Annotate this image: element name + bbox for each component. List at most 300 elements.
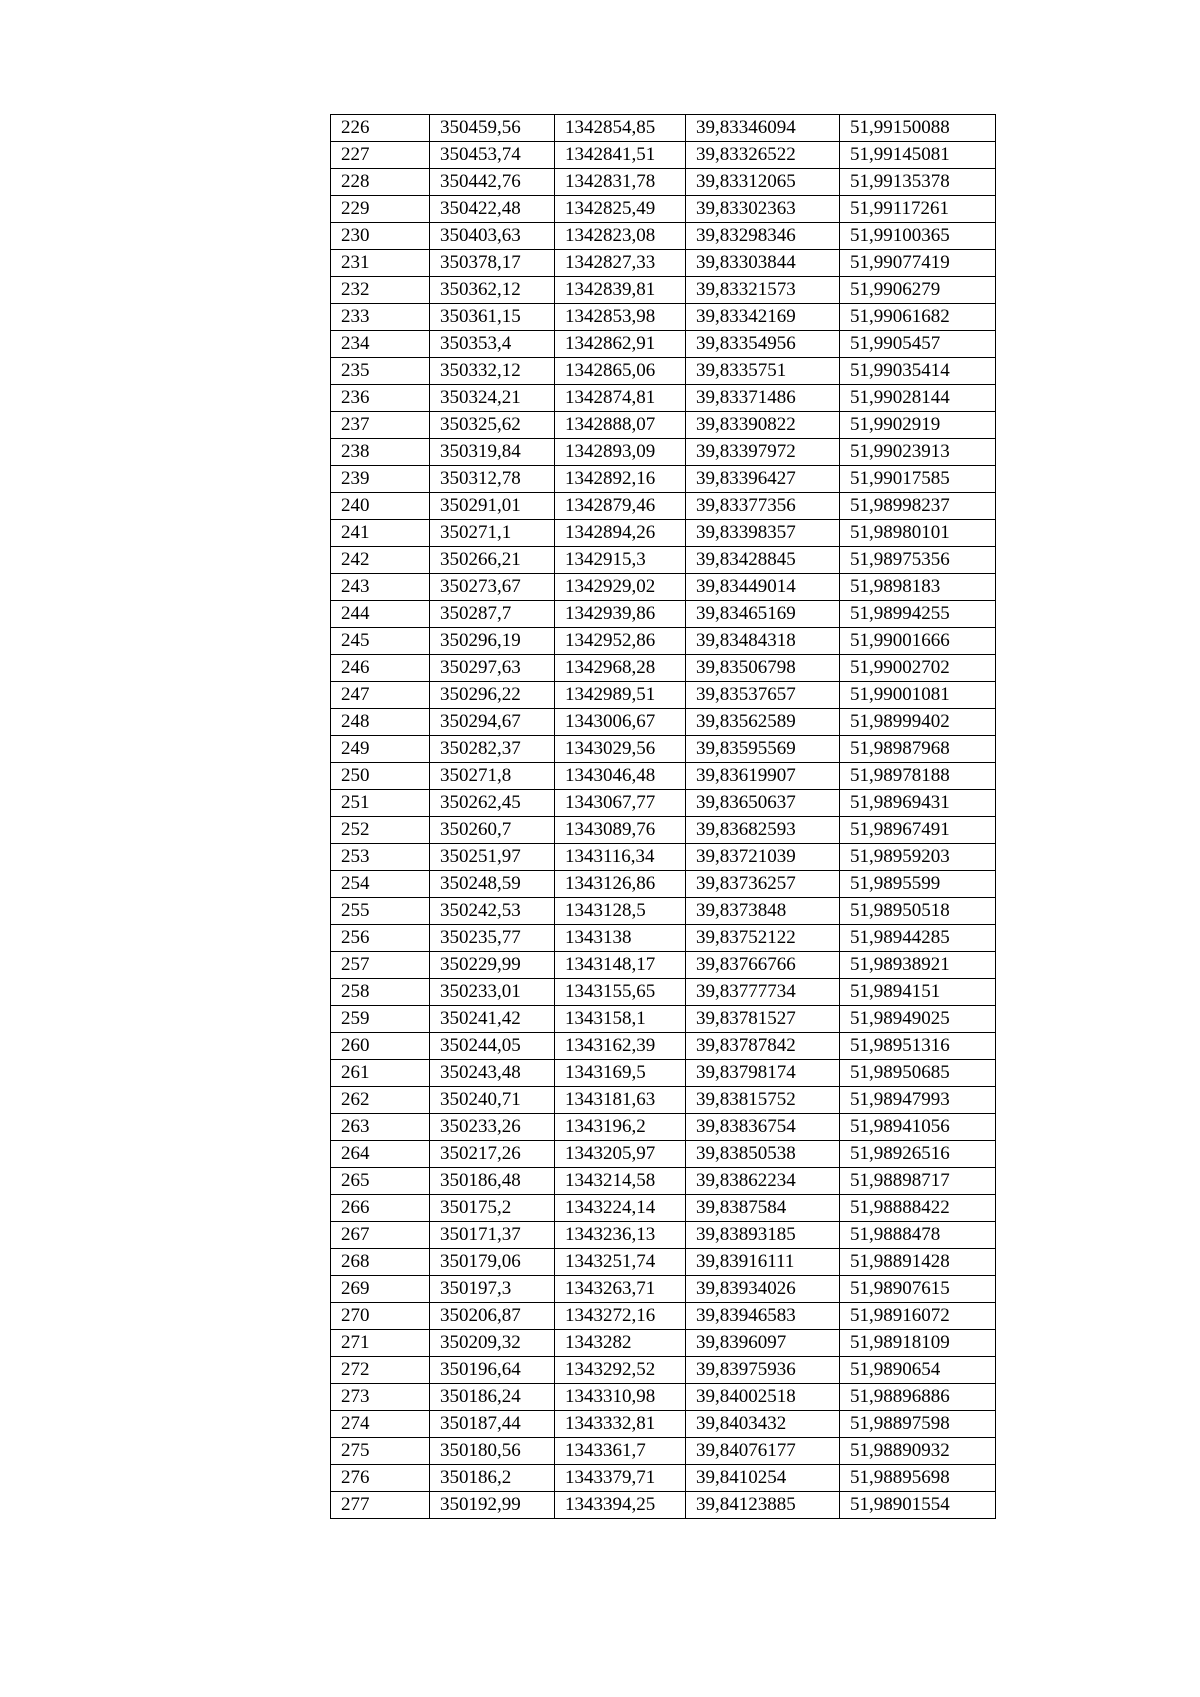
cell-longitude: 51,9888478 (840, 1222, 996, 1249)
cell-coord-y: 1342841,51 (555, 142, 686, 169)
table-row (331, 1168, 996, 1195)
cell-point-number: 244 (331, 601, 430, 628)
cell-point-number: 243 (331, 574, 430, 601)
cell-coord-y: 1342827,33 (555, 250, 686, 277)
cell-point-number: 262 (331, 1087, 430, 1114)
cell-coord-x: 350260,7 (430, 817, 555, 844)
cell-longitude: 51,9902919 (840, 412, 996, 439)
cell-coord-x: 350453,74 (430, 142, 555, 169)
cell-coord-x: 350312,78 (430, 466, 555, 493)
cell-point-number: 227 (331, 142, 430, 169)
cell-coord-y: 1343224,14 (555, 1195, 686, 1222)
cell-coord-y: 1342968,28 (555, 655, 686, 682)
cell-coord-x: 350180,56 (430, 1438, 555, 1465)
cell-coord-x: 350240,71 (430, 1087, 555, 1114)
cell-coord-x: 350362,12 (430, 277, 555, 304)
table-row (331, 1276, 996, 1303)
cell-coord-y: 1343196,2 (555, 1114, 686, 1141)
cell-latitude: 39,83371486 (686, 385, 840, 412)
cell-point-number: 246 (331, 655, 430, 682)
cell-coord-x: 350319,84 (430, 439, 555, 466)
table-row (331, 1222, 996, 1249)
cell-coord-y: 1343029,56 (555, 736, 686, 763)
cell-point-number: 277 (331, 1492, 430, 1519)
cell-point-number: 237 (331, 412, 430, 439)
cell-longitude: 51,98898717 (840, 1168, 996, 1195)
cell-latitude: 39,83787842 (686, 1033, 840, 1060)
cell-point-number: 251 (331, 790, 430, 817)
cell-longitude: 51,98944285 (840, 925, 996, 952)
cell-coord-y: 1343155,65 (555, 979, 686, 1006)
table-row (331, 493, 996, 520)
cell-coord-y: 1342894,26 (555, 520, 686, 547)
cell-point-number: 269 (331, 1276, 430, 1303)
cell-longitude: 51,99017585 (840, 466, 996, 493)
cell-latitude: 39,83862234 (686, 1168, 840, 1195)
cell-point-number: 257 (331, 952, 430, 979)
table-row (331, 331, 996, 358)
cell-coord-y: 1343263,71 (555, 1276, 686, 1303)
cell-coord-x: 350287,7 (430, 601, 555, 628)
cell-latitude: 39,83302363 (686, 196, 840, 223)
cell-coord-x: 350271,1 (430, 520, 555, 547)
cell-coord-x: 350325,62 (430, 412, 555, 439)
cell-coord-y: 1342825,49 (555, 196, 686, 223)
cell-point-number: 249 (331, 736, 430, 763)
table-row (331, 736, 996, 763)
cell-coord-y: 1343126,86 (555, 871, 686, 898)
table-row (331, 304, 996, 331)
cell-coord-y: 1343067,77 (555, 790, 686, 817)
cell-coord-y: 1342853,98 (555, 304, 686, 331)
cell-coord-y: 1342879,46 (555, 493, 686, 520)
cell-longitude: 51,98959203 (840, 844, 996, 871)
cell-coord-x: 350271,8 (430, 763, 555, 790)
cell-latitude: 39,84076177 (686, 1438, 840, 1465)
cell-coord-x: 350266,21 (430, 547, 555, 574)
cell-longitude: 51,99077419 (840, 250, 996, 277)
cell-point-number: 261 (331, 1060, 430, 1087)
cell-latitude: 39,83428845 (686, 547, 840, 574)
cell-coord-y: 1343251,74 (555, 1249, 686, 1276)
table-row (331, 385, 996, 412)
cell-coord-x: 350243,48 (430, 1060, 555, 1087)
table-row (331, 1330, 996, 1357)
cell-longitude: 51,99117261 (840, 196, 996, 223)
cell-longitude: 51,98890932 (840, 1438, 996, 1465)
table-row (331, 1357, 996, 1384)
table-row (331, 250, 996, 277)
cell-longitude: 51,99001666 (840, 628, 996, 655)
cell-longitude: 51,99061682 (840, 304, 996, 331)
cell-longitude: 51,99002702 (840, 655, 996, 682)
cell-coord-y: 1343006,67 (555, 709, 686, 736)
cell-point-number: 250 (331, 763, 430, 790)
table-row (331, 1411, 996, 1438)
cell-point-number: 252 (331, 817, 430, 844)
cell-latitude: 39,8387584 (686, 1195, 840, 1222)
cell-coord-y: 1343272,16 (555, 1303, 686, 1330)
cell-point-number: 245 (331, 628, 430, 655)
cell-coord-y: 1342893,09 (555, 439, 686, 466)
cell-longitude: 51,98967491 (840, 817, 996, 844)
cell-coord-y: 1343292,52 (555, 1357, 686, 1384)
cell-coord-y: 1342888,07 (555, 412, 686, 439)
cell-point-number: 274 (331, 1411, 430, 1438)
table-row (331, 1033, 996, 1060)
table-row (331, 142, 996, 169)
cell-latitude: 39,83298346 (686, 223, 840, 250)
cell-coord-y: 1342831,78 (555, 169, 686, 196)
cell-latitude: 39,83781527 (686, 1006, 840, 1033)
cell-point-number: 248 (331, 709, 430, 736)
cell-point-number: 267 (331, 1222, 430, 1249)
cell-longitude: 51,9906279 (840, 277, 996, 304)
cell-point-number: 260 (331, 1033, 430, 1060)
cell-longitude: 51,99100365 (840, 223, 996, 250)
cell-point-number: 239 (331, 466, 430, 493)
cell-coord-x: 350422,48 (430, 196, 555, 223)
cell-latitude: 39,83682593 (686, 817, 840, 844)
table-row (331, 223, 996, 250)
cell-point-number: 226 (331, 115, 430, 142)
cell-point-number: 235 (331, 358, 430, 385)
table-row (331, 1492, 996, 1519)
cell-latitude: 39,83736257 (686, 871, 840, 898)
cell-longitude: 51,98969431 (840, 790, 996, 817)
cell-point-number: 265 (331, 1168, 430, 1195)
cell-longitude: 51,98926516 (840, 1141, 996, 1168)
table-row (331, 601, 996, 628)
cell-latitude: 39,83562589 (686, 709, 840, 736)
cell-coord-x: 350192,99 (430, 1492, 555, 1519)
cell-latitude: 39,8335751 (686, 358, 840, 385)
cell-point-number: 266 (331, 1195, 430, 1222)
cell-coord-x: 350361,15 (430, 304, 555, 331)
cell-latitude: 39,83798174 (686, 1060, 840, 1087)
table-row (331, 1465, 996, 1492)
cell-coord-y: 1343128,5 (555, 898, 686, 925)
cell-longitude: 51,9898183 (840, 574, 996, 601)
table-row (331, 979, 996, 1006)
cell-latitude: 39,83619907 (686, 763, 840, 790)
cell-latitude: 39,83342169 (686, 304, 840, 331)
cell-coord-x: 350282,37 (430, 736, 555, 763)
cell-longitude: 51,98938921 (840, 952, 996, 979)
cell-coord-y: 1343158,1 (555, 1006, 686, 1033)
cell-coord-x: 350187,44 (430, 1411, 555, 1438)
cell-latitude: 39,83766766 (686, 952, 840, 979)
cell-coord-y: 1342939,86 (555, 601, 686, 628)
cell-longitude: 51,99028144 (840, 385, 996, 412)
cell-longitude: 51,98987968 (840, 736, 996, 763)
table-row (331, 763, 996, 790)
cell-latitude: 39,83354956 (686, 331, 840, 358)
table-row (331, 169, 996, 196)
cell-longitude: 51,98980101 (840, 520, 996, 547)
cell-latitude: 39,83893185 (686, 1222, 840, 1249)
cell-longitude: 51,99150088 (840, 115, 996, 142)
cell-coord-x: 350186,2 (430, 1465, 555, 1492)
table-row (331, 520, 996, 547)
cell-point-number: 240 (331, 493, 430, 520)
table-row (331, 682, 996, 709)
cell-latitude: 39,8410254 (686, 1465, 840, 1492)
cell-latitude: 39,83397972 (686, 439, 840, 466)
cell-point-number: 264 (331, 1141, 430, 1168)
cell-point-number: 273 (331, 1384, 430, 1411)
cell-longitude: 51,98950685 (840, 1060, 996, 1087)
table-row (331, 844, 996, 871)
cell-point-number: 276 (331, 1465, 430, 1492)
cell-longitude: 51,98901554 (840, 1492, 996, 1519)
cell-longitude: 51,9894151 (840, 979, 996, 1006)
cell-point-number: 270 (331, 1303, 430, 1330)
cell-coord-y: 1342952,86 (555, 628, 686, 655)
cell-point-number: 268 (331, 1249, 430, 1276)
cell-point-number: 271 (331, 1330, 430, 1357)
cell-coord-x: 350248,59 (430, 871, 555, 898)
cell-longitude: 51,99145081 (840, 142, 996, 169)
cell-longitude: 51,98918109 (840, 1330, 996, 1357)
table-row (331, 709, 996, 736)
cell-coord-x: 350196,64 (430, 1357, 555, 1384)
cell-latitude: 39,83537657 (686, 682, 840, 709)
cell-latitude: 39,83777734 (686, 979, 840, 1006)
cell-coord-x: 350171,37 (430, 1222, 555, 1249)
cell-coord-y: 1342823,08 (555, 223, 686, 250)
table-row (331, 196, 996, 223)
cell-point-number: 232 (331, 277, 430, 304)
cell-longitude: 51,98994255 (840, 601, 996, 628)
cell-longitude: 51,9895599 (840, 871, 996, 898)
cell-coord-x: 350294,67 (430, 709, 555, 736)
cell-coord-y: 1342989,51 (555, 682, 686, 709)
cell-coord-x: 350233,26 (430, 1114, 555, 1141)
cell-longitude: 51,99023913 (840, 439, 996, 466)
table-row (331, 1060, 996, 1087)
cell-coord-x: 350197,3 (430, 1276, 555, 1303)
cell-latitude: 39,83836754 (686, 1114, 840, 1141)
cell-coord-x: 350296,19 (430, 628, 555, 655)
table-row (331, 1141, 996, 1168)
table-row (331, 1006, 996, 1033)
cell-coord-y: 1342915,3 (555, 547, 686, 574)
cell-coord-y: 1343379,71 (555, 1465, 686, 1492)
cell-coord-x: 350324,21 (430, 385, 555, 412)
cell-coord-x: 350459,56 (430, 115, 555, 142)
cell-coord-y: 1343361,7 (555, 1438, 686, 1465)
cell-longitude: 51,99135378 (840, 169, 996, 196)
cell-latitude: 39,83752122 (686, 925, 840, 952)
cell-longitude: 51,98975356 (840, 547, 996, 574)
cell-point-number: 238 (331, 439, 430, 466)
cell-latitude: 39,8396097 (686, 1330, 840, 1357)
cell-longitude: 51,98897598 (840, 1411, 996, 1438)
cell-point-number: 241 (331, 520, 430, 547)
cell-point-number: 263 (331, 1114, 430, 1141)
table-row (331, 1195, 996, 1222)
cell-latitude: 39,8373848 (686, 898, 840, 925)
table-row (331, 1438, 996, 1465)
cell-point-number: 255 (331, 898, 430, 925)
cell-coord-x: 350179,06 (430, 1249, 555, 1276)
cell-longitude: 51,98907615 (840, 1276, 996, 1303)
cell-point-number: 228 (331, 169, 430, 196)
cell-longitude: 51,98891428 (840, 1249, 996, 1276)
cell-point-number: 253 (331, 844, 430, 871)
cell-latitude: 39,84123885 (686, 1492, 840, 1519)
cell-longitude: 51,98950518 (840, 898, 996, 925)
cell-coord-y: 1343282 (555, 1330, 686, 1357)
cell-longitude: 51,98978188 (840, 763, 996, 790)
cell-latitude: 39,83390822 (686, 412, 840, 439)
cell-longitude: 51,98941056 (840, 1114, 996, 1141)
cell-latitude: 39,83321573 (686, 277, 840, 304)
cell-coord-y: 1343169,5 (555, 1060, 686, 1087)
cell-longitude: 51,9890654 (840, 1357, 996, 1384)
cell-longitude: 51,98896886 (840, 1384, 996, 1411)
cell-coord-y: 1342874,81 (555, 385, 686, 412)
cell-longitude: 51,98895698 (840, 1465, 996, 1492)
cell-longitude: 51,98998237 (840, 493, 996, 520)
cell-latitude: 39,83303844 (686, 250, 840, 277)
cell-coord-x: 350442,76 (430, 169, 555, 196)
table-row (331, 547, 996, 574)
cell-coord-x: 350233,01 (430, 979, 555, 1006)
cell-coord-x: 350403,63 (430, 223, 555, 250)
cell-coord-x: 350206,87 (430, 1303, 555, 1330)
cell-point-number: 236 (331, 385, 430, 412)
coordinates-table (330, 114, 996, 1519)
table-row (331, 358, 996, 385)
table-row (331, 1249, 996, 1276)
cell-latitude: 39,83850538 (686, 1141, 840, 1168)
cell-coord-x: 350229,99 (430, 952, 555, 979)
cell-latitude: 39,84002518 (686, 1384, 840, 1411)
cell-latitude: 39,83312065 (686, 169, 840, 196)
cell-coord-y: 1343236,13 (555, 1222, 686, 1249)
cell-coord-x: 350244,05 (430, 1033, 555, 1060)
table-row (331, 1384, 996, 1411)
table-row (331, 925, 996, 952)
cell-point-number: 259 (331, 1006, 430, 1033)
cell-coord-y: 1342892,16 (555, 466, 686, 493)
cell-coord-x: 350251,97 (430, 844, 555, 871)
table-row (331, 439, 996, 466)
cell-latitude: 39,83326522 (686, 142, 840, 169)
cell-coord-y: 1342929,02 (555, 574, 686, 601)
cell-coord-y: 1343394,25 (555, 1492, 686, 1519)
cell-coord-y: 1343205,97 (555, 1141, 686, 1168)
cell-coord-y: 1343089,76 (555, 817, 686, 844)
table-row (331, 628, 996, 655)
cell-longitude: 51,98999402 (840, 709, 996, 736)
cell-longitude: 51,9905457 (840, 331, 996, 358)
cell-point-number: 234 (331, 331, 430, 358)
table-row (331, 817, 996, 844)
cell-coord-y: 1342862,91 (555, 331, 686, 358)
cell-latitude: 39,83595569 (686, 736, 840, 763)
cell-latitude: 39,83346094 (686, 115, 840, 142)
cell-coord-x: 350217,26 (430, 1141, 555, 1168)
table-row (331, 1114, 996, 1141)
cell-coord-x: 350297,63 (430, 655, 555, 682)
table-row (331, 1303, 996, 1330)
cell-latitude: 39,83946583 (686, 1303, 840, 1330)
cell-latitude: 39,83377356 (686, 493, 840, 520)
table-row (331, 412, 996, 439)
cell-coord-x: 350262,45 (430, 790, 555, 817)
cell-latitude: 39,83465169 (686, 601, 840, 628)
cell-coord-x: 350186,48 (430, 1168, 555, 1195)
coordinates-table-body (331, 115, 996, 1519)
cell-latitude: 39,83934026 (686, 1276, 840, 1303)
cell-coord-x: 350175,2 (430, 1195, 555, 1222)
cell-coord-x: 350241,42 (430, 1006, 555, 1033)
table-row (331, 115, 996, 142)
cell-latitude: 39,8403432 (686, 1411, 840, 1438)
cell-coord-x: 350235,77 (430, 925, 555, 952)
cell-coord-y: 1342854,85 (555, 115, 686, 142)
cell-longitude: 51,99035414 (840, 358, 996, 385)
cell-point-number: 254 (331, 871, 430, 898)
cell-coord-y: 1343046,48 (555, 763, 686, 790)
cell-point-number: 230 (331, 223, 430, 250)
cell-latitude: 39,83975936 (686, 1357, 840, 1384)
cell-point-number: 256 (331, 925, 430, 952)
cell-coord-y: 1343181,63 (555, 1087, 686, 1114)
cell-point-number: 229 (331, 196, 430, 223)
cell-coord-y: 1342865,06 (555, 358, 686, 385)
cell-coord-x: 350332,12 (430, 358, 555, 385)
cell-point-number: 242 (331, 547, 430, 574)
cell-coord-y: 1343162,39 (555, 1033, 686, 1060)
cell-coord-x: 350242,53 (430, 898, 555, 925)
cell-coord-x: 350209,32 (430, 1330, 555, 1357)
cell-point-number: 231 (331, 250, 430, 277)
table-row (331, 898, 996, 925)
cell-longitude: 51,98947993 (840, 1087, 996, 1114)
cell-longitude: 51,99001081 (840, 682, 996, 709)
cell-point-number: 275 (331, 1438, 430, 1465)
cell-latitude: 39,83396427 (686, 466, 840, 493)
table-row (331, 466, 996, 493)
cell-coord-y: 1343116,34 (555, 844, 686, 871)
cell-longitude: 51,98949025 (840, 1006, 996, 1033)
cell-latitude: 39,83916111 (686, 1249, 840, 1276)
cell-latitude: 39,83815752 (686, 1087, 840, 1114)
cell-latitude: 39,83650637 (686, 790, 840, 817)
cell-point-number: 272 (331, 1357, 430, 1384)
cell-point-number: 258 (331, 979, 430, 1006)
table-row (331, 574, 996, 601)
cell-coord-x: 350296,22 (430, 682, 555, 709)
table-row (331, 1087, 996, 1114)
table-row (331, 871, 996, 898)
cell-coord-y: 1343148,17 (555, 952, 686, 979)
cell-latitude: 39,83449014 (686, 574, 840, 601)
cell-latitude: 39,83484318 (686, 628, 840, 655)
cell-coord-x: 350273,67 (430, 574, 555, 601)
cell-point-number: 247 (331, 682, 430, 709)
cell-coord-y: 1343310,98 (555, 1384, 686, 1411)
cell-longitude: 51,98888422 (840, 1195, 996, 1222)
cell-point-number: 233 (331, 304, 430, 331)
cell-coord-y: 1343214,58 (555, 1168, 686, 1195)
cell-coord-y: 1343332,81 (555, 1411, 686, 1438)
cell-coord-x: 350378,17 (430, 250, 555, 277)
